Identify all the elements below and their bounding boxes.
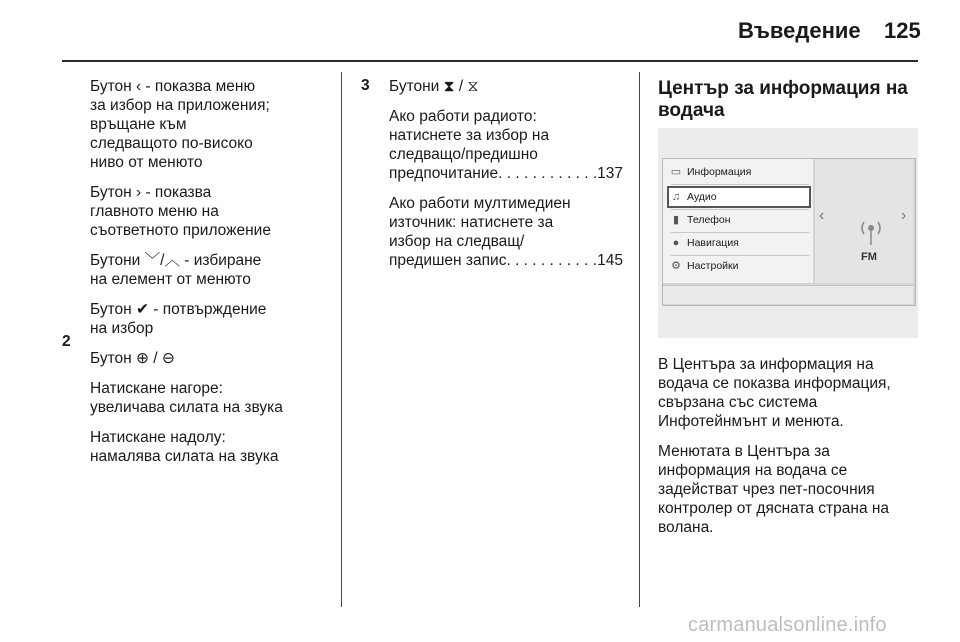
radio-page-reference: предпочитание . . . 137 — [389, 164, 623, 183]
back-button-description: Бутон ‹ - показва меню за избор на приложения; връщане към следващото по-високо ниво от менюто — [90, 78, 270, 171]
middle-column — [389, 77, 623, 281]
item-number-2: 2 — [62, 333, 71, 350]
info-center-controls-description: Менютата в Центъра за информация на водача се задействат чрез пет-посочния контролер от дясната страна на волана. — [658, 443, 890, 536]
media-seek-description: Ако работи мултимедиен източник: натиснете за избор на следващ/ предишен запис . . . 145 — [389, 194, 623, 270]
settings-icon: ⚙ — [671, 260, 681, 272]
menu-item-phone: ▮ Телефон — [669, 209, 811, 231]
audio-icon: ♫ — [671, 191, 681, 203]
chevron-right-icon: › — [901, 207, 907, 224]
section-heading: Център за информация на водача — [658, 78, 908, 121]
item-number-3: 3 — [361, 77, 370, 94]
column-divider-right — [639, 72, 640, 607]
navigation-icon: ● — [672, 237, 680, 249]
page-title: Въведение — [738, 18, 861, 43]
left-column — [90, 77, 330, 477]
info-center-description: В Центъра за информация на водача се показва информация, свързана със система Инфотейнмънт и менюта. — [658, 356, 891, 430]
watermark: carmanualsonline.info — [688, 614, 887, 636]
seek-buttons-title: Бутони ⧗ / ⧖ — [389, 78, 479, 95]
menu-item-audio: ♫ Аудио — [667, 186, 811, 208]
band-label: FM — [861, 251, 877, 263]
volume-item-title: Бутон ⊕ / ⊖ — [90, 350, 175, 367]
radio-antenna-icon — [859, 219, 883, 247]
column-divider-left — [341, 72, 342, 607]
menu-item-settings: ⚙ Настройки — [669, 255, 811, 277]
volume-up-description: Натискане нагоре: увеличава силата на звука — [90, 380, 283, 416]
chevron-left-icon: ‹ — [819, 207, 825, 224]
display-menu — [663, 159, 813, 283]
right-column-text — [658, 355, 918, 548]
display-status-bar — [663, 285, 913, 304]
scroll-buttons-description: Бутони ﹀/︿ - избиране на елемент от менюто — [90, 252, 262, 288]
menu-item-info: ▭ Информация — [669, 161, 811, 183]
info-icon: ▭ — [670, 166, 682, 178]
radio-seek-description: Ако работи радиото: натиснете за избор на следващо/предишно предпочитание . . . 137 — [389, 107, 623, 183]
main-menu-button-description: Бутон › - показва главното меню на съответното приложение — [90, 184, 271, 239]
confirm-button-description: Бутон ✔ - потвърждение на избор — [90, 301, 267, 337]
phone-icon: ▮ — [672, 214, 680, 226]
driver-info-center-figure — [658, 128, 918, 338]
volume-down-description: Натискане надолу: намалява силата на звука — [90, 429, 279, 465]
info-display-screen — [662, 158, 916, 306]
header-rule — [62, 60, 918, 62]
media-page-reference: предишен запис . . . 145 — [389, 251, 623, 270]
page-number: 125 — [884, 18, 921, 43]
menu-item-navigation: ● Навигация — [669, 232, 811, 254]
